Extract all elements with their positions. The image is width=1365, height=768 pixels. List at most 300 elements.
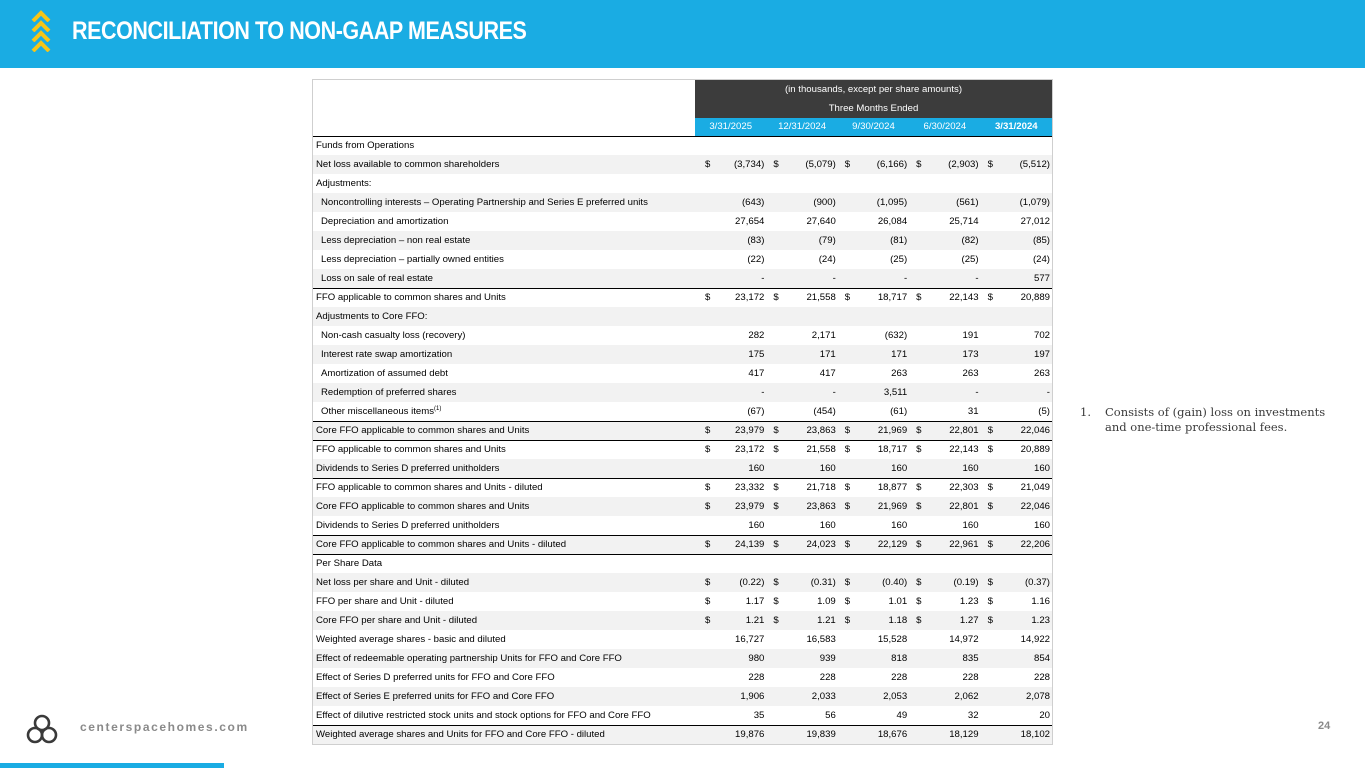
row-label-text: Net loss per share and Unit - diluted <box>316 577 470 588</box>
value-text: 22,801 <box>949 425 979 436</box>
value-text: 282 <box>748 330 765 341</box>
value-cell <box>766 497 837 516</box>
value-cell <box>766 136 837 155</box>
value-text: 23,979 <box>735 501 765 512</box>
value-text: 171 <box>819 349 836 360</box>
value-text: 18,717 <box>877 292 908 304</box>
value-text: 2,053 <box>883 691 908 702</box>
currency-symbol: $ <box>705 615 711 626</box>
value-cell <box>766 725 837 744</box>
value-cell <box>981 250 1052 269</box>
value-text: 22,143 <box>949 444 979 456</box>
value-text: - <box>975 387 979 398</box>
value-cell <box>838 288 909 307</box>
centerspace-logo-icon <box>26 713 58 745</box>
column-header-date: 3/31/2025 <box>695 118 766 136</box>
value-cell <box>766 440 837 459</box>
value-text: (6,166) <box>876 159 908 170</box>
value-text: 22,206 <box>1020 539 1050 550</box>
value-text: 23,172 <box>735 444 765 456</box>
currency-symbol: $ <box>705 596 711 607</box>
value-text: 18,717 <box>877 444 908 456</box>
value-cell <box>695 706 766 725</box>
currency-symbol: $ <box>916 615 922 626</box>
value-cell <box>981 440 1052 459</box>
currency-symbol: $ <box>916 577 922 588</box>
currency-symbol: $ <box>705 539 711 550</box>
value-text: (67) <box>747 405 765 417</box>
row-label-text: Dividends to Series D preferred unitholders <box>316 519 500 531</box>
value-text: 56 <box>825 709 836 721</box>
value-cell <box>695 725 766 744</box>
value-cell <box>981 497 1052 516</box>
row-label-text: Redemption of preferred shares <box>321 387 457 398</box>
value-text: 31 <box>967 405 979 417</box>
value-text: 23,172 <box>735 292 765 304</box>
currency-symbol: $ <box>773 539 779 550</box>
column-header-date: 3/31/2024 <box>981 118 1052 136</box>
row-label-text: Less depreciation – non real estate <box>321 235 471 246</box>
value-text: 1.23 <box>959 596 979 607</box>
row-label <box>313 440 695 459</box>
table-row <box>313 136 1052 155</box>
value-cell <box>909 611 980 630</box>
value-cell <box>838 231 909 250</box>
row-label-text: Core FFO per share and Unit - diluted <box>316 615 478 626</box>
value-text: 22,801 <box>949 501 979 512</box>
value-cell <box>909 592 980 611</box>
value-text: (1,079) <box>1019 197 1050 208</box>
currency-symbol: $ <box>773 444 779 456</box>
currency-symbol: $ <box>916 482 922 494</box>
table-row <box>313 421 1052 440</box>
value-cell <box>695 573 766 592</box>
value-text: (82) <box>961 235 979 246</box>
currency-symbol: $ <box>844 482 851 494</box>
row-label-text: Dividends to Series D preferred unitholders <box>316 462 500 474</box>
value-text: 702 <box>1033 330 1050 341</box>
value-cell <box>695 402 766 421</box>
row-label <box>313 193 695 212</box>
value-cell <box>695 440 766 459</box>
row-label <box>313 155 695 174</box>
value-text: 228 <box>891 672 908 683</box>
value-cell <box>766 345 837 364</box>
value-cell <box>838 706 909 725</box>
value-cell <box>695 592 766 611</box>
value-cell <box>695 535 766 554</box>
value-text: 263 <box>1033 368 1050 379</box>
value-cell <box>695 288 766 307</box>
row-label-text: FFO applicable to common shares and Units - diluted <box>316 482 543 494</box>
row-label <box>313 459 695 478</box>
row-label <box>313 611 695 630</box>
currency-symbol: $ <box>987 444 993 456</box>
value-cell <box>838 459 909 478</box>
value-text: 18,676 <box>877 729 908 741</box>
value-cell <box>838 478 909 497</box>
value-cell <box>909 478 980 497</box>
column-header-date: 6/30/2024 <box>909 118 980 136</box>
table-row <box>313 174 1052 193</box>
currency-symbol: $ <box>916 425 922 436</box>
table-row <box>313 307 1052 326</box>
value-cell <box>909 174 980 193</box>
value-cell <box>766 687 837 706</box>
row-label <box>313 421 695 440</box>
row-label-text: Other miscellaneous items <box>321 405 435 417</box>
row-label <box>313 402 695 421</box>
value-text: 20 <box>1039 709 1050 721</box>
value-text: 835 <box>962 653 979 664</box>
row-label <box>313 535 695 554</box>
row-label <box>313 592 695 611</box>
value-text: - <box>975 272 979 284</box>
value-text: 228 <box>962 672 979 683</box>
row-label <box>313 687 695 706</box>
value-cell <box>838 421 909 440</box>
value-cell <box>695 212 766 231</box>
value-text: 228 <box>1033 672 1050 683</box>
value-cell <box>695 231 766 250</box>
row-label <box>313 212 695 231</box>
row-label-text: FFO applicable to common shares and Units <box>316 292 506 304</box>
row-label-text: Weighted average shares and Units for FFO and Core FFO - diluted <box>316 729 605 741</box>
value-text: 160 <box>748 462 765 474</box>
value-cell <box>981 193 1052 212</box>
value-cell <box>695 345 766 364</box>
value-cell <box>695 459 766 478</box>
table-row <box>313 459 1052 478</box>
value-cell <box>695 554 766 573</box>
row-label <box>313 269 695 288</box>
row-label <box>313 231 695 250</box>
currency-symbol: $ <box>844 596 851 607</box>
value-text: 22,961 <box>949 539 979 550</box>
row-label <box>313 174 695 193</box>
row-label-text: Core FFO applicable to common shares and Units <box>316 501 530 512</box>
value-text: 23,863 <box>806 501 836 512</box>
value-text: 228 <box>819 672 836 683</box>
value-text: 160 <box>819 519 836 531</box>
value-text: 22,129 <box>877 539 908 550</box>
table-row <box>313 611 1052 630</box>
value-text: (83) <box>747 235 765 246</box>
value-cell <box>909 212 980 231</box>
value-cell <box>766 478 837 497</box>
value-cell <box>766 250 837 269</box>
value-cell <box>766 459 837 478</box>
currency-symbol: $ <box>705 501 711 512</box>
currency-symbol: $ <box>844 501 851 512</box>
value-cell <box>838 535 909 554</box>
value-text: (0.19) <box>953 577 979 588</box>
row-label-text: FFO applicable to common shares and Units <box>316 444 506 456</box>
row-label-text: FFO per share and Unit - diluted <box>316 596 454 607</box>
value-cell <box>695 269 766 288</box>
currency-symbol: $ <box>916 444 922 456</box>
value-cell <box>981 345 1052 364</box>
value-text: - <box>903 272 908 284</box>
currency-symbol: $ <box>916 596 922 607</box>
value-cell <box>838 269 909 288</box>
currency-symbol: $ <box>844 615 851 626</box>
value-cell <box>766 611 837 630</box>
value-text: 21,969 <box>877 425 908 436</box>
value-cell <box>909 155 980 174</box>
row-label-text: Less depreciation – partially owned entities <box>321 254 504 265</box>
value-cell <box>981 269 1052 288</box>
currency-symbol: $ <box>987 292 993 304</box>
value-text: (5,512) <box>1019 159 1050 170</box>
row-label <box>313 668 695 687</box>
value-text: 27,654 <box>735 216 765 227</box>
value-text: 18,102 <box>1020 729 1050 741</box>
currency-symbol: $ <box>916 539 922 550</box>
table-row <box>313 592 1052 611</box>
value-cell <box>766 174 837 193</box>
value-text: 32 <box>967 709 979 721</box>
value-cell <box>695 497 766 516</box>
value-cell <box>838 155 909 174</box>
value-cell <box>695 364 766 383</box>
value-text: (22) <box>747 254 765 265</box>
value-text: (2,903) <box>948 159 979 170</box>
value-cell <box>981 383 1052 402</box>
value-text: 21,558 <box>806 292 836 304</box>
value-cell <box>695 516 766 535</box>
value-text: 2,033 <box>811 691 836 702</box>
value-cell <box>909 307 980 326</box>
value-cell <box>766 573 837 592</box>
value-text: 160 <box>962 519 979 531</box>
value-cell <box>766 231 837 250</box>
value-text: 22,143 <box>949 292 979 304</box>
value-text: 577 <box>1033 272 1050 284</box>
currency-symbol: $ <box>773 501 779 512</box>
value-text: - <box>761 272 765 284</box>
page-number: 24 <box>1318 720 1331 732</box>
currency-symbol: $ <box>987 159 993 170</box>
value-cell <box>695 174 766 193</box>
value-text: - <box>761 387 765 398</box>
value-cell <box>766 668 837 687</box>
value-cell <box>981 421 1052 440</box>
value-cell <box>838 326 909 345</box>
value-cell <box>695 250 766 269</box>
value-cell <box>909 706 980 725</box>
currency-symbol: $ <box>773 577 779 588</box>
row-label <box>313 326 695 345</box>
value-cell <box>981 478 1052 497</box>
value-text: (5,079) <box>805 159 836 170</box>
value-text: 1,906 <box>740 691 765 702</box>
value-cell <box>981 687 1052 706</box>
row-label-text: Net loss available to common shareholders <box>316 159 500 170</box>
value-cell <box>695 383 766 402</box>
value-cell <box>766 516 837 535</box>
currency-symbol: $ <box>773 482 779 494</box>
currency-symbol: $ <box>705 159 711 170</box>
value-cell <box>909 345 980 364</box>
value-cell <box>981 592 1052 611</box>
row-label <box>313 630 695 649</box>
header-bar <box>0 0 1365 68</box>
value-cell <box>695 478 766 497</box>
value-text: 939 <box>819 653 836 664</box>
value-text: 1.27 <box>959 615 979 626</box>
value-cell <box>909 535 980 554</box>
page-title: RECONCILIATION TO NON-GAAP MEASURES <box>72 17 527 45</box>
value-text: (0.40) <box>882 577 908 588</box>
value-text: 160 <box>891 519 908 531</box>
value-text: 16,583 <box>806 634 836 645</box>
value-cell <box>981 630 1052 649</box>
value-cell <box>766 326 837 345</box>
value-cell <box>838 497 909 516</box>
value-text: (5) <box>1038 405 1050 417</box>
table-row <box>313 630 1052 649</box>
value-text: 16,727 <box>735 634 765 645</box>
value-text: 160 <box>748 519 765 531</box>
value-cell <box>909 497 980 516</box>
table-row <box>313 402 1052 421</box>
value-text: 263 <box>962 368 979 379</box>
row-label <box>313 706 695 725</box>
row-label <box>313 250 695 269</box>
row-label-text: Adjustments: <box>316 178 372 189</box>
currency-symbol: $ <box>773 292 779 304</box>
value-cell <box>909 231 980 250</box>
value-cell <box>909 440 980 459</box>
table-row <box>313 497 1052 516</box>
value-cell <box>695 630 766 649</box>
units-note: (in thousands, except per share amounts) <box>695 80 1052 99</box>
value-text: 2,171 <box>811 330 836 341</box>
website-link[interactable]: centerspacehomes.com <box>80 720 249 734</box>
value-text: 20,889 <box>1020 444 1050 456</box>
currency-symbol: $ <box>773 615 779 626</box>
value-cell <box>909 364 980 383</box>
value-text: - <box>832 387 836 398</box>
row-label <box>313 573 695 592</box>
value-text: (24) <box>818 254 836 265</box>
value-cell <box>838 174 909 193</box>
footnote-number: 1. <box>1080 405 1091 419</box>
value-text: 21,718 <box>806 482 836 494</box>
footnote <box>1080 405 1340 435</box>
value-cell <box>766 155 837 174</box>
value-cell <box>909 649 980 668</box>
row-label <box>313 307 695 326</box>
value-text: 160 <box>1033 462 1050 474</box>
row-label <box>313 497 695 516</box>
value-cell <box>909 383 980 402</box>
value-text: (25) <box>890 254 908 265</box>
value-cell <box>695 668 766 687</box>
table-row <box>313 250 1052 269</box>
value-cell <box>981 516 1052 535</box>
value-cell <box>766 706 837 725</box>
currency-symbol: $ <box>987 425 993 436</box>
value-cell <box>695 687 766 706</box>
value-cell <box>981 725 1052 744</box>
value-cell <box>838 554 909 573</box>
value-text: 49 <box>896 709 908 721</box>
currency-symbol: $ <box>987 539 993 550</box>
currency-symbol: $ <box>773 159 779 170</box>
row-label-text: Per Share Data <box>316 558 383 570</box>
value-cell <box>981 459 1052 478</box>
value-text: 27,012 <box>1020 216 1050 227</box>
value-cell <box>766 364 837 383</box>
row-label <box>313 554 695 573</box>
value-text: (0.22) <box>739 577 765 588</box>
value-text: (454) <box>813 405 836 417</box>
table-row <box>313 326 1052 345</box>
table-row <box>313 535 1052 554</box>
currency-symbol: $ <box>844 425 851 436</box>
table-row <box>313 364 1052 383</box>
value-cell <box>766 535 837 554</box>
row-label-text: Non-cash casualty loss (recovery) <box>321 330 466 341</box>
row-label-text: Loss on sale of real estate <box>321 272 433 284</box>
value-cell <box>766 554 837 573</box>
table-row <box>313 269 1052 288</box>
header-blank-cell <box>313 80 695 99</box>
value-cell <box>909 668 980 687</box>
header-blank-cell <box>313 99 695 118</box>
header-blank-cell <box>313 118 695 136</box>
value-text: 2,078 <box>1025 691 1050 702</box>
value-cell <box>909 687 980 706</box>
table-row <box>313 573 1052 592</box>
value-cell <box>695 326 766 345</box>
value-text: (900) <box>813 197 836 208</box>
value-text: (632) <box>884 330 908 341</box>
value-cell <box>838 611 909 630</box>
currency-symbol: $ <box>987 482 993 494</box>
value-text: 18,877 <box>877 482 908 494</box>
currency-symbol: $ <box>705 425 711 436</box>
table-row <box>313 345 1052 364</box>
value-cell <box>695 611 766 630</box>
value-text: 14,972 <box>949 634 979 645</box>
value-text: 160 <box>1033 519 1050 531</box>
value-text: 818 <box>891 653 908 664</box>
currency-symbol: $ <box>916 292 922 304</box>
table-header-units-row <box>313 80 1052 99</box>
value-text: 21,049 <box>1020 482 1050 494</box>
currency-symbol: $ <box>705 292 711 304</box>
table-row <box>313 231 1052 250</box>
table-row <box>313 687 1052 706</box>
value-cell <box>766 402 837 421</box>
value-cell <box>909 136 980 155</box>
value-cell <box>909 326 980 345</box>
value-text: 35 <box>753 709 765 721</box>
value-cell <box>909 459 980 478</box>
row-label-text: Effect of redeemable operating partnership Units for FFO and Core FFO <box>316 653 622 664</box>
value-cell <box>695 136 766 155</box>
row-label-text: Noncontrolling interests – Operating Partnership and Series E preferred units <box>321 197 648 208</box>
value-cell <box>838 573 909 592</box>
currency-symbol: $ <box>987 615 993 626</box>
value-cell <box>909 250 980 269</box>
row-label-text: Interest rate swap amortization <box>321 349 453 360</box>
table-row <box>313 516 1052 535</box>
value-cell <box>909 630 980 649</box>
